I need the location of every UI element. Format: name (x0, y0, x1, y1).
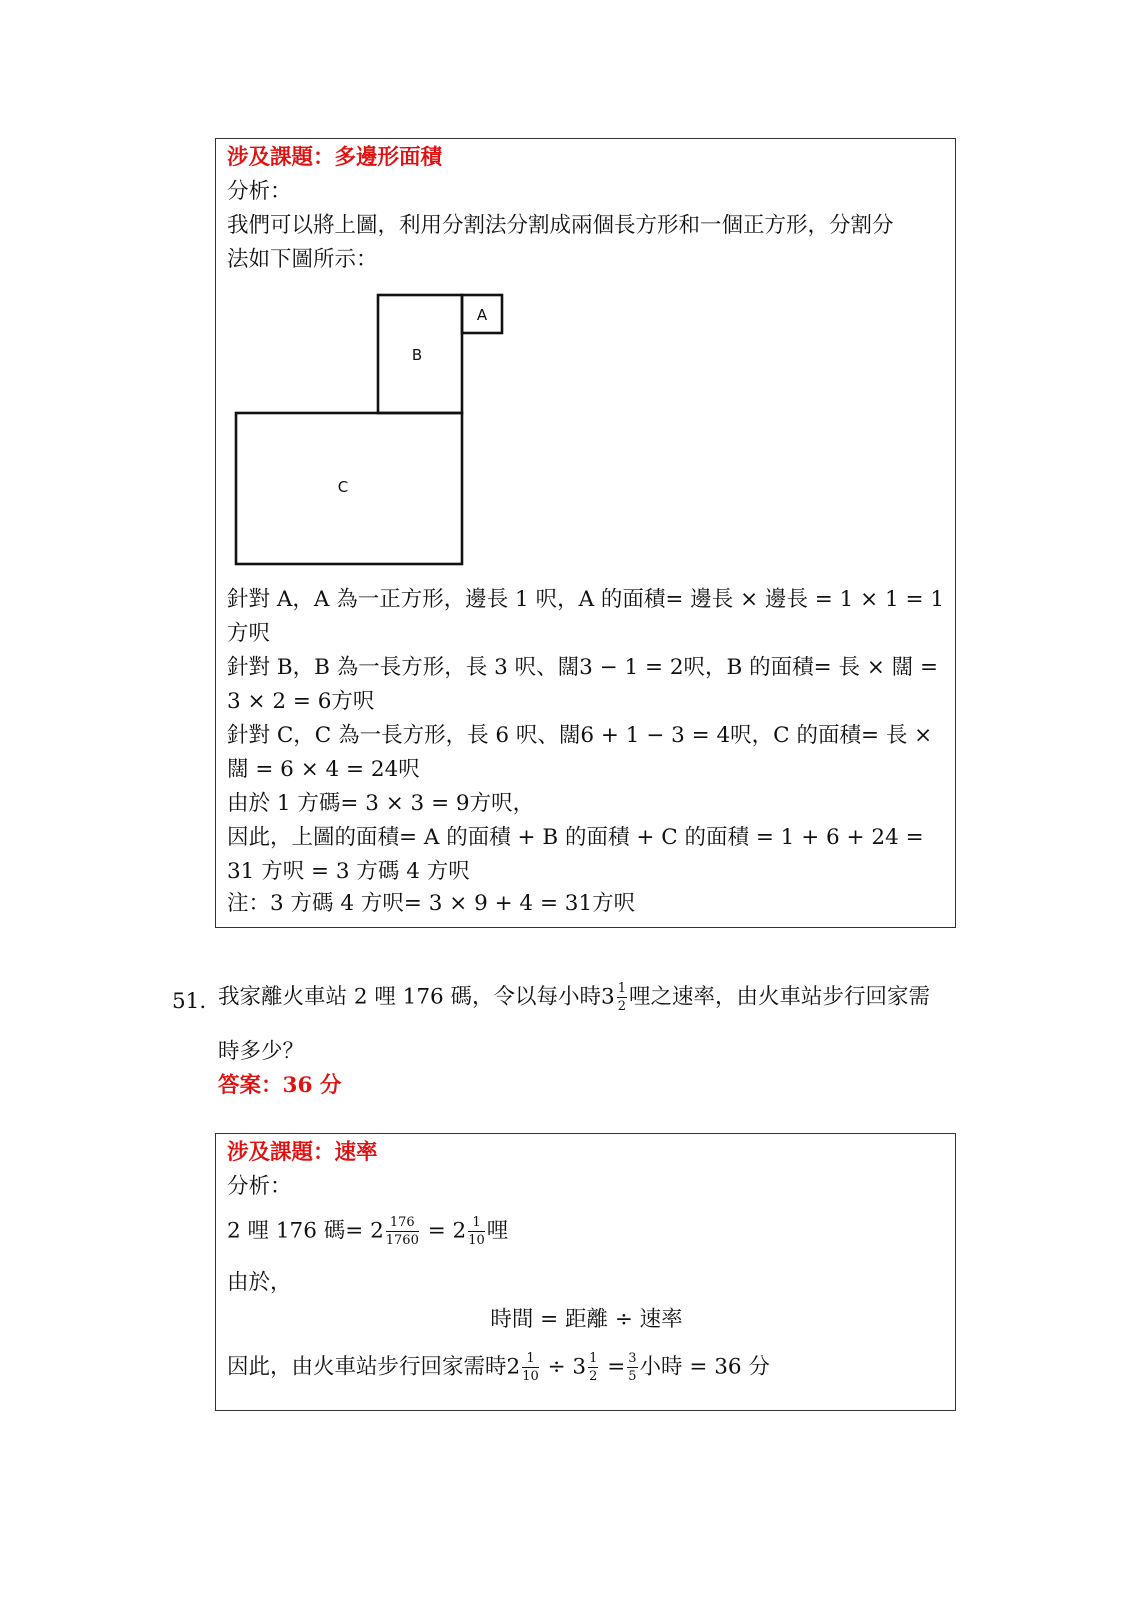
total-area-line2: 31 方呎 = 3 方碼 4 方呎 (227, 859, 470, 884)
label-c: C (337, 478, 349, 496)
question-text-line1 (218, 982, 930, 1013)
speed-formula: 時間 = 距離 ÷ 速率 (490, 1307, 683, 1332)
fraction-numerator: 176 (386, 1216, 419, 1232)
rate-denominator: 2 (617, 999, 627, 1014)
result-line (227, 1352, 770, 1383)
conversion-fraction-1 (386, 1216, 419, 1247)
fraction-denominator: 10 (468, 1233, 485, 1248)
analysis-box-speed (215, 1133, 956, 1411)
fraction-numerator: 1 (522, 1352, 539, 1368)
square-yard-line: 由於 1 方碼= 3 × 3 = 9方呎， (227, 791, 535, 816)
fraction-denominator: 2 (589, 1369, 598, 1384)
fraction-denominator: 10 (522, 1369, 539, 1384)
label-b: B (411, 346, 423, 364)
total-area-line1: 因此，上圖的面積= A 的面積 + B 的面積 + C 的面積 = 1 + 6 + 24 = (227, 825, 924, 850)
rate-fraction (617, 982, 627, 1013)
square-a (462, 295, 502, 333)
intro-text-line1: 我們可以將上圖，利用分割法分割成兩個長方形和一個正方形，分割分 (227, 213, 894, 238)
rect-c (236, 413, 462, 564)
rate-numerator: 1 (617, 981, 627, 996)
analysis-label: 分析： (227, 179, 292, 204)
fraction-numerator: 1 (589, 1351, 598, 1366)
question-text-line2: 時多少？ (218, 1039, 305, 1064)
fraction-denominator: 5 (628, 1369, 637, 1384)
note-line: 注：3 方碼 4 方呎= 3 × 9 + 4 = 31方呎 (227, 891, 636, 916)
conversion-prefix: 2 哩 176 碼= 2 (227, 1218, 384, 1244)
result-fraction-1 (522, 1352, 539, 1383)
area-a-line1: 針對 A，A 為一正方形，邊長 1 呎，A 的面積= 邊長 × 邊長 = 1 × 1 = 1 (227, 587, 945, 612)
result-suffix: 小時 = 36 分 (639, 1354, 770, 1380)
area-a-line2: 方呎 (227, 621, 271, 646)
result-prefix: 因此，由火車站步行回家需時2 (227, 1354, 521, 1380)
result-divide: ÷ 3 (547, 1354, 587, 1380)
question-number: 51. (172, 989, 207, 1014)
fraction-denominator: 1760 (385, 1233, 419, 1248)
area-c-line2: 闊 = 6 × 4 = 24呎 (227, 757, 420, 782)
fraction-numerator: 3 (628, 1351, 637, 1366)
answer: 答案：36 分 (218, 1073, 342, 1098)
rect-b (378, 295, 462, 413)
analysis-label: 分析： (227, 1174, 292, 1199)
intro-text-line2: 法如下圖所示： (227, 247, 378, 272)
conversion-equals: = 2 (427, 1218, 467, 1244)
since-label: 由於， (227, 1270, 292, 1295)
question-text-after: 哩之速率，由火車站步行回家需 (629, 984, 931, 1010)
area-c-line1: 針對 C，C 為一長方形，長 6 呎、闊6 + 1 − 3 = 4呎，C 的面積= 長 × (227, 723, 933, 748)
area-b-line2: 3 × 2 = 6方呎 (227, 689, 375, 714)
conversion-line (227, 1216, 508, 1247)
topic-heading: 涉及課題：速率 (227, 1140, 378, 1165)
conversion-fraction-2 (468, 1216, 485, 1247)
conversion-unit: 哩 (486, 1218, 509, 1244)
question-text-before: 我家離火車站 2 哩 176 碼，令以每小時3 (218, 984, 615, 1010)
fraction-numerator: 1 (468, 1216, 485, 1232)
area-b-line1: 針對 B，B 為一長方形，長 3 呎、闊3 − 1 = 2呎，B 的面積= 長 × 闊 = (227, 655, 939, 680)
result-fraction-2 (588, 1352, 598, 1383)
result-fraction-3 (627, 1352, 637, 1383)
result-equals: = (607, 1354, 626, 1380)
analysis-box-polygon-area (215, 138, 956, 928)
label-a: A (476, 306, 488, 324)
topic-heading: 涉及課題：多邊形面積 (227, 145, 443, 170)
